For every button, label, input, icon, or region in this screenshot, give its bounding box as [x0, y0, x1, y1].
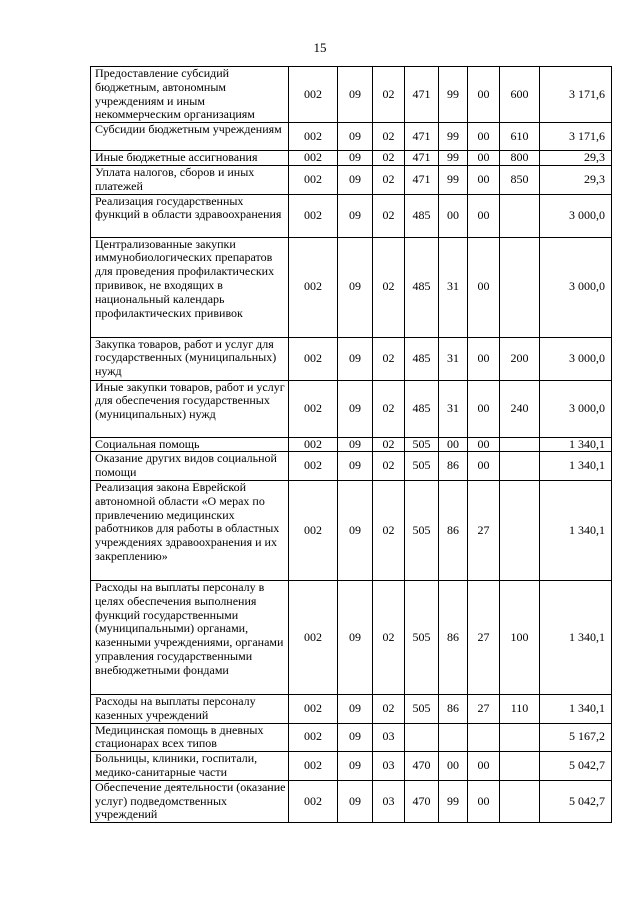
row-target-subarticle: 00: [439, 437, 468, 452]
row-expense-type: [500, 452, 540, 481]
row-target-subarticle: 86: [439, 580, 468, 694]
table-row: [91, 437, 612, 452]
row-subsection: 02: [373, 380, 405, 437]
row-name: Закупка товаров, работ и услуг для государственных (муниципальных) нужд: [91, 337, 289, 380]
row-target-article: 485: [405, 194, 439, 237]
row-target-subarticle: 00: [439, 752, 468, 781]
row-section: 09: [338, 780, 373, 822]
row-target-article: 505: [405, 437, 439, 452]
row-expense-type: 110: [500, 694, 540, 723]
table-row: [91, 151, 612, 166]
row-section: 09: [338, 194, 373, 237]
row-code: 002: [289, 452, 338, 481]
row-target-direction: 00: [468, 780, 500, 822]
row-amount: 1 340,1: [540, 580, 612, 694]
row-code: 002: [289, 694, 338, 723]
row-name: Реализация государственных функций в области здравоохранения: [91, 194, 289, 237]
row-subsection: 02: [373, 194, 405, 237]
row-target-direction: 00: [468, 151, 500, 166]
row-amount: 1 340,1: [540, 480, 612, 580]
row-target-direction: 00: [468, 194, 500, 237]
row-expense-type: [500, 780, 540, 822]
row-target-subarticle: 99: [439, 123, 468, 151]
row-section: 09: [338, 165, 373, 194]
row-name: Субсидии бюджетным учреждениям: [91, 123, 289, 151]
row-section: 09: [338, 694, 373, 723]
row-target-direction: 27: [468, 580, 500, 694]
row-expense-type: [500, 437, 540, 452]
row-expense-type: [500, 723, 540, 752]
row-subsection: 02: [373, 67, 405, 123]
row-code: 002: [289, 194, 338, 237]
row-amount: 5 042,7: [540, 780, 612, 822]
row-code: 002: [289, 752, 338, 781]
row-code: 002: [289, 380, 338, 437]
table-row: [91, 580, 612, 694]
row-code: 002: [289, 437, 338, 452]
row-name: Медицинская помощь в дневных стационарах всех типов: [91, 723, 289, 752]
row-target-direction: 00: [468, 67, 500, 123]
row-target-article: 505: [405, 580, 439, 694]
row-amount: 1 340,1: [540, 437, 612, 452]
row-target-subarticle: 31: [439, 380, 468, 437]
row-section: 09: [338, 151, 373, 166]
row-amount: 29,3: [540, 165, 612, 194]
row-target-subarticle: 86: [439, 694, 468, 723]
row-name: Социальная помощь: [91, 437, 289, 452]
row-target-article: [405, 723, 439, 752]
row-target-direction: 00: [468, 380, 500, 437]
row-section: 09: [338, 67, 373, 123]
row-code: 002: [289, 480, 338, 580]
table-row: [91, 752, 612, 781]
row-subsection: 02: [373, 237, 405, 337]
table-row: [91, 237, 612, 337]
row-target-direction: 00: [468, 437, 500, 452]
row-expense-type: 600: [500, 67, 540, 123]
row-target-subarticle: 86: [439, 480, 468, 580]
row-subsection: 02: [373, 580, 405, 694]
table-row: [91, 194, 612, 237]
row-section: 09: [338, 237, 373, 337]
row-target-article: 485: [405, 237, 439, 337]
row-amount: 5 167,2: [540, 723, 612, 752]
row-name: Централизованные закупки иммунобиологических препаратов для проведения профилактических прививок, не входящих в национальный календарь профилактических прививок: [91, 237, 289, 337]
table-row: [91, 380, 612, 437]
row-expense-type: [500, 752, 540, 781]
row-name: Иные бюджетные ассигнования: [91, 151, 289, 166]
row-target-subarticle: 99: [439, 780, 468, 822]
row-target-article: 471: [405, 123, 439, 151]
row-code: 002: [289, 67, 338, 123]
row-code: 002: [289, 780, 338, 822]
row-amount: 3 000,0: [540, 237, 612, 337]
row-target-article: 470: [405, 752, 439, 781]
row-name: Оказание других видов социальной помощи: [91, 452, 289, 481]
row-expense-type: 200: [500, 337, 540, 380]
row-amount: 5 042,7: [540, 752, 612, 781]
row-target-direction: 00: [468, 752, 500, 781]
row-section: 09: [338, 337, 373, 380]
table-row: [91, 123, 612, 151]
row-name: Расходы на выплаты персоналу в целях обеспечения выполнения функций государственными (муниципальными) органами, казенными учреждениями, органами управления государственными внебюджетными фондами: [91, 580, 289, 694]
row-name: Реализация закона Еврейской автономной области «О мерах по привлечению медицинских работников для работы в областных учреждениях здравоохранения и их закреплению»: [91, 480, 289, 580]
row-section: 09: [338, 380, 373, 437]
row-section: 09: [338, 437, 373, 452]
row-amount: 3 000,0: [540, 194, 612, 237]
row-expense-type: 800: [500, 151, 540, 166]
row-expense-type: [500, 480, 540, 580]
row-code: 002: [289, 237, 338, 337]
row-amount: 1 340,1: [540, 694, 612, 723]
row-section: 09: [338, 480, 373, 580]
row-target-direction: 00: [468, 123, 500, 151]
page-number: 15: [313, 40, 327, 55]
row-target-subarticle: 99: [439, 67, 468, 123]
row-code: 002: [289, 337, 338, 380]
table-row: [91, 67, 612, 123]
row-name: Предоставление субсидий бюджетным, автономным учреждениям и иным некоммерческим организациям: [91, 67, 289, 123]
row-name: Иные закупки товаров, работ и услуг для обеспечения государственных (муниципальных) нужд: [91, 380, 289, 437]
row-subsection: 02: [373, 694, 405, 723]
row-expense-type: [500, 237, 540, 337]
row-target-subarticle: 00: [439, 194, 468, 237]
row-target-direction: 27: [468, 694, 500, 723]
row-subsection: 03: [373, 723, 405, 752]
row-subsection: 02: [373, 437, 405, 452]
row-subsection: 03: [373, 752, 405, 781]
row-section: 09: [338, 580, 373, 694]
row-code: 002: [289, 123, 338, 151]
row-expense-type: 100: [500, 580, 540, 694]
row-target-direction: 00: [468, 337, 500, 380]
row-expense-type: 240: [500, 380, 540, 437]
row-subsection: 02: [373, 151, 405, 166]
row-target-article: 471: [405, 165, 439, 194]
row-target-article: 471: [405, 151, 439, 166]
row-target-subarticle: 31: [439, 337, 468, 380]
row-subsection: 02: [373, 123, 405, 151]
row-target-direction: 00: [468, 165, 500, 194]
row-expense-type: [500, 194, 540, 237]
row-target-subarticle: 86: [439, 452, 468, 481]
row-amount: 3 171,6: [540, 67, 612, 123]
table-row: [91, 165, 612, 194]
row-target-article: 485: [405, 337, 439, 380]
row-target-subarticle: 99: [439, 165, 468, 194]
row-section: 09: [338, 723, 373, 752]
row-target-direction: 00: [468, 452, 500, 481]
row-target-direction: [468, 723, 500, 752]
row-target-article: 471: [405, 67, 439, 123]
row-section: 09: [338, 452, 373, 481]
row-section: 09: [338, 123, 373, 151]
row-target-article: 505: [405, 452, 439, 481]
row-subsection: 02: [373, 452, 405, 481]
row-name: Уплата налогов, сборов и иных платежей: [91, 165, 289, 194]
row-name: Расходы на выплаты персоналу казенных учреждений: [91, 694, 289, 723]
budget-table: [90, 66, 612, 823]
table-row: [91, 480, 612, 580]
row-amount: 1 340,1: [540, 452, 612, 481]
row-code: 002: [289, 151, 338, 166]
row-amount: 29,3: [540, 151, 612, 166]
row-target-subarticle: [439, 723, 468, 752]
row-section: 09: [338, 752, 373, 781]
table-row: [91, 780, 612, 822]
table-row: [91, 452, 612, 481]
row-name: Больницы, клиники, госпитали, медико-санитарные части: [91, 752, 289, 781]
row-target-subarticle: 99: [439, 151, 468, 166]
row-amount: 3 000,0: [540, 380, 612, 437]
table-row: [91, 694, 612, 723]
row-target-subarticle: 31: [439, 237, 468, 337]
row-expense-type: 610: [500, 123, 540, 151]
table-body: [91, 67, 612, 823]
row-amount: 3 000,0: [540, 337, 612, 380]
row-target-article: 470: [405, 780, 439, 822]
row-subsection: 03: [373, 780, 405, 822]
row-subsection: 02: [373, 337, 405, 380]
row-target-direction: 00: [468, 237, 500, 337]
row-subsection: 02: [373, 165, 405, 194]
row-target-article: 505: [405, 694, 439, 723]
table-row: [91, 337, 612, 380]
row-name: Обеспечение деятельности (оказание услуг) подведомственных учреждений: [91, 780, 289, 822]
row-code: 002: [289, 580, 338, 694]
table-row: [91, 723, 612, 752]
row-target-direction: 27: [468, 480, 500, 580]
row-code: 002: [289, 723, 338, 752]
row-expense-type: 850: [500, 165, 540, 194]
row-amount: 3 171,6: [540, 123, 612, 151]
row-subsection: 02: [373, 480, 405, 580]
row-target-article: 485: [405, 380, 439, 437]
row-target-article: 505: [405, 480, 439, 580]
row-code: 002: [289, 165, 338, 194]
